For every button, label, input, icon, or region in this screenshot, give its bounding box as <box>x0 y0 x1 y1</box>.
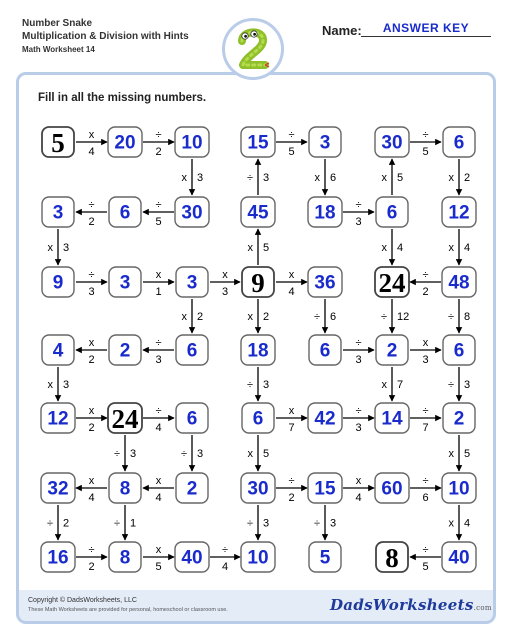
snake-cell[interactable] <box>309 542 341 572</box>
operator-symbol: ÷ <box>88 269 95 281</box>
operation-link-vertical <box>248 229 270 265</box>
snake-cell[interactable] <box>242 403 274 433</box>
operand-number: 2 <box>288 492 295 504</box>
operand-number: 3 <box>63 379 70 391</box>
snake-cell[interactable] <box>308 473 342 503</box>
operand-number: 4 <box>221 561 229 573</box>
snake-cell[interactable] <box>109 267 141 297</box>
operand-number: 3 <box>130 448 137 460</box>
given-number: 9 <box>251 268 265 298</box>
operator-symbol: x <box>448 448 454 460</box>
answer-number: 16 <box>47 547 69 569</box>
operator-symbol: ÷ <box>355 337 362 349</box>
snake-cell[interactable] <box>241 127 275 157</box>
operator-symbol: ÷ <box>288 129 295 141</box>
operator-symbol: x <box>288 269 295 281</box>
operator-symbol: ÷ <box>246 172 253 184</box>
operator-symbol: ÷ <box>355 199 362 211</box>
snake-cell[interactable] <box>109 335 141 365</box>
given-number: 5 <box>51 128 65 158</box>
operator-symbol: ÷ <box>246 379 253 391</box>
operator-symbol: x <box>47 379 53 391</box>
answer-number: 3 <box>186 272 198 294</box>
operation-link-vertical <box>247 505 269 540</box>
worksheet-subtitle: Multiplication & Division with Hints <box>22 31 189 42</box>
operation-link-vertical <box>48 229 70 265</box>
operand-number: 5 <box>422 146 429 158</box>
brand-name: DadsWorksheets <box>330 596 474 614</box>
answer-number: 6 <box>386 202 398 224</box>
operator-symbol: ÷ <box>113 517 120 530</box>
operand-number: 12 <box>397 311 410 323</box>
snake-cell[interactable] <box>176 335 208 365</box>
snake-cell[interactable] <box>376 197 408 227</box>
brand-logo <box>330 596 492 614</box>
operation-link-vertical <box>247 159 269 195</box>
operand-number: 3 <box>263 379 270 391</box>
answer-number: 10 <box>181 132 203 154</box>
operator-symbol: ÷ <box>88 544 95 556</box>
operation-link-horizontal <box>76 129 107 158</box>
operator-symbol: ÷ <box>422 269 429 281</box>
operand-number: 4 <box>88 492 95 504</box>
snake-number-2-icon <box>222 18 284 80</box>
answer-number: 20 <box>114 132 136 154</box>
operation-link-horizontal <box>143 269 174 298</box>
snake-cell[interactable] <box>308 403 342 433</box>
operation-link-vertical <box>314 505 336 540</box>
name-field[interactable]: ANSWER KEY <box>361 21 491 37</box>
operand-number: 6 <box>422 492 429 504</box>
usage-text: These Math Worksheets are provided for personal, homeschool or classroom use. <box>28 607 228 613</box>
operator-symbol: ÷ <box>422 475 429 487</box>
operation-link-vertical <box>382 159 404 195</box>
operator-symbol: ÷ <box>180 448 187 460</box>
answer-number: 9 <box>52 272 64 294</box>
answer-number: 6 <box>186 340 198 362</box>
operator-symbol: ÷ <box>113 448 120 460</box>
answer-number: 2 <box>386 340 398 362</box>
snake-cell[interactable] <box>443 127 475 157</box>
copyright-text: Copyright © DadsWorksheets, LLC <box>28 597 137 604</box>
operator-symbol: x <box>288 405 295 417</box>
answer-number: 14 <box>381 408 403 430</box>
operator-symbol: ÷ <box>155 129 162 141</box>
operand-number: 5 <box>263 448 270 460</box>
answer-number: 15 <box>247 132 269 154</box>
operator-symbol: x <box>314 172 320 184</box>
operation-link-vertical <box>449 505 471 540</box>
snake-cell[interactable] <box>175 127 209 157</box>
operand-number: 4 <box>155 422 162 434</box>
answer-number: 40 <box>181 547 203 569</box>
operation-link-horizontal <box>410 337 441 366</box>
operand-number: 3 <box>464 379 471 391</box>
operand-number: 5 <box>155 561 162 573</box>
operation-link-horizontal <box>76 337 107 366</box>
operator-symbol: x <box>88 405 95 417</box>
answer-number: 18 <box>314 202 336 224</box>
operation-link-vertical <box>247 367 269 401</box>
operand-number: 2 <box>88 354 95 366</box>
answer-number: 10 <box>247 547 269 569</box>
operand-number: 4 <box>464 517 471 530</box>
operand-number: 6 <box>330 311 337 323</box>
answer-number: 6 <box>319 340 331 362</box>
operator-symbol: ÷ <box>288 475 295 487</box>
operation-link-horizontal <box>410 269 441 298</box>
instruction-text: Fill in all the missing numbers. <box>38 92 207 104</box>
snake-cell[interactable] <box>109 197 141 227</box>
operand-number: 2 <box>422 286 429 298</box>
operand-number: 3 <box>263 517 270 530</box>
operand-number: 5 <box>155 216 162 228</box>
answer-number: 3 <box>119 272 131 294</box>
snake-cell[interactable] <box>42 267 74 297</box>
operator-symbol: ÷ <box>246 517 253 530</box>
operator-symbol: ÷ <box>88 199 95 211</box>
answer-number: 42 <box>314 408 336 430</box>
operator-symbol: x <box>247 242 253 254</box>
given-number: 24 <box>111 404 139 434</box>
answer-number: 3 <box>52 202 64 224</box>
operand-number: 2 <box>88 216 95 228</box>
snake-cell[interactable] <box>109 473 141 503</box>
operation-link-vertical <box>314 299 336 333</box>
operation-link-horizontal <box>210 544 240 573</box>
answer-number: 10 <box>448 478 470 500</box>
operand-number: 3 <box>155 354 162 366</box>
operator-symbol: ÷ <box>155 199 162 211</box>
snake-cell[interactable] <box>108 127 142 157</box>
snake-cell[interactable] <box>375 127 409 157</box>
operand-number: 7 <box>397 379 404 391</box>
answer-number: 12 <box>448 202 470 224</box>
operation-link-vertical <box>448 299 470 333</box>
operation-link-vertical <box>182 159 204 195</box>
snake-cell <box>375 267 409 298</box>
operation-link-horizontal <box>76 475 107 504</box>
operation-link-vertical <box>382 367 404 401</box>
operand-number: 5 <box>397 172 404 184</box>
operand-number: 2 <box>155 146 162 158</box>
operand-number: 4 <box>464 242 471 254</box>
operation-link-horizontal <box>343 405 374 434</box>
operation-link-horizontal <box>276 405 307 434</box>
answer-number: 48 <box>448 272 470 294</box>
given-number: 8 <box>385 543 399 573</box>
snake-cell[interactable] <box>241 335 275 365</box>
brand-suffix: .com <box>473 604 492 612</box>
snake-cell[interactable] <box>241 473 275 503</box>
operator-symbol: x <box>155 544 162 556</box>
operator-symbol: x <box>247 448 253 460</box>
operation-link-horizontal <box>76 269 107 298</box>
snake-cell[interactable] <box>241 197 275 227</box>
operation-link-vertical <box>381 299 409 333</box>
operator-symbol: ÷ <box>46 517 53 530</box>
snake-cell[interactable] <box>175 197 209 227</box>
operand-number: 5 <box>464 448 471 460</box>
answer-number: 15 <box>314 478 336 500</box>
operator-symbol: x <box>381 172 387 184</box>
answer-number: 6 <box>186 408 198 430</box>
snake-cell <box>242 267 274 298</box>
snake-cell <box>108 403 142 434</box>
answer-number: 2 <box>453 408 465 430</box>
operator-symbol: ÷ <box>422 544 429 556</box>
operand-number: 3 <box>355 422 362 434</box>
snake-cell[interactable] <box>109 542 141 572</box>
operand-number: 3 <box>197 172 204 184</box>
operator-symbol: x <box>155 475 162 487</box>
operand-number: 2 <box>263 311 270 323</box>
operation-link-vertical <box>248 299 270 333</box>
operator-symbol: x <box>448 242 454 254</box>
operator-symbol: ÷ <box>380 311 387 323</box>
snake-cell[interactable] <box>442 267 476 297</box>
operation-link-horizontal <box>143 337 174 366</box>
snake-cell[interactable] <box>42 335 74 365</box>
snake-cell[interactable] <box>176 267 208 297</box>
operation-link-horizontal <box>143 475 174 504</box>
answer-number: 60 <box>381 478 403 500</box>
operand-number: 6 <box>330 172 337 184</box>
answer-number: 5 <box>319 547 331 569</box>
operation-link-horizontal <box>76 405 107 434</box>
operation-link-vertical <box>448 367 470 401</box>
operator-symbol: x <box>155 269 162 281</box>
operation-link-horizontal <box>410 544 441 573</box>
snake-cell[interactable] <box>376 335 408 365</box>
answer-number: 6 <box>252 408 264 430</box>
answer-number: 32 <box>47 478 69 500</box>
operation-link-horizontal <box>143 199 174 228</box>
worksheet-number: Math Worksheet 14 <box>22 45 95 54</box>
operator-symbol: ÷ <box>155 405 162 417</box>
operation-link-vertical <box>114 435 136 471</box>
operation-link-horizontal <box>276 475 307 504</box>
snake-cell[interactable] <box>309 335 341 365</box>
operation-link-horizontal <box>343 337 374 366</box>
operand-number: 3 <box>263 172 270 184</box>
operand-number: 3 <box>355 354 362 366</box>
operation-link-horizontal <box>276 269 307 298</box>
answer-number: 45 <box>247 202 269 224</box>
snake-cell[interactable] <box>41 473 75 503</box>
snake-cell[interactable] <box>443 335 475 365</box>
operator-symbol: x <box>381 242 387 254</box>
operand-number: 4 <box>288 286 295 298</box>
operator-symbol: x <box>181 172 187 184</box>
operation-link-horizontal <box>143 544 174 573</box>
operation-link-horizontal <box>143 129 174 158</box>
operator-symbol: x <box>181 311 187 323</box>
answer-number: 30 <box>181 202 203 224</box>
snake-cell[interactable] <box>443 403 475 433</box>
answer-number: 2 <box>119 340 131 362</box>
operator-symbol: ÷ <box>447 311 454 323</box>
answer-number: 6 <box>453 132 465 154</box>
operator-symbol: x <box>88 129 95 141</box>
answer-number: 30 <box>247 478 269 500</box>
operand-number: 1 <box>130 517 137 530</box>
operation-link-vertical <box>114 505 136 540</box>
operand-number: 5 <box>422 561 429 573</box>
operation-link-horizontal <box>276 129 307 158</box>
operator-symbol: ÷ <box>447 379 454 391</box>
snake-cell[interactable] <box>42 197 74 227</box>
worksheet-title: Number Snake <box>22 18 93 29</box>
operator-symbol: x <box>88 337 95 349</box>
operand-number: 2 <box>88 422 95 434</box>
operand-number: 3 <box>221 286 229 298</box>
operand-number: 3 <box>422 354 429 366</box>
snake-cell[interactable] <box>309 127 341 157</box>
answer-number: 40 <box>448 547 470 569</box>
answer-number: 8 <box>119 478 131 500</box>
operation-link-horizontal <box>76 199 107 228</box>
operator-symbol: x <box>355 475 362 487</box>
snake-cell[interactable] <box>442 197 476 227</box>
operation-link-vertical <box>48 367 70 401</box>
snake-cell[interactable] <box>375 473 409 503</box>
operation-link-vertical <box>47 505 69 540</box>
operator-symbol: ÷ <box>422 129 429 141</box>
operator-symbol: ÷ <box>313 517 320 530</box>
operation-link-horizontal <box>410 475 441 504</box>
given-number: 24 <box>378 268 406 298</box>
operator-symbol: ÷ <box>422 405 429 417</box>
snake-cell[interactable] <box>176 403 208 433</box>
operator-symbol: x <box>422 337 429 349</box>
operation-link-horizontal <box>343 199 374 228</box>
operation-link-horizontal <box>76 544 107 573</box>
answer-number: 36 <box>314 272 336 294</box>
answer-number: 6 <box>119 202 131 224</box>
operator-symbol: x <box>88 475 95 487</box>
operator-symbol: ÷ <box>355 405 362 417</box>
operation-link-horizontal <box>143 405 174 434</box>
snake-cell[interactable] <box>175 542 209 572</box>
operation-link-vertical <box>181 435 203 471</box>
operand-number: 2 <box>63 517 70 530</box>
answer-number: 8 <box>119 547 131 569</box>
operand-number: 4 <box>155 492 162 504</box>
answer-number: 12 <box>47 408 69 430</box>
answer-number: 30 <box>381 132 403 154</box>
operation-link-vertical <box>449 229 471 265</box>
snake-cell[interactable] <box>176 473 208 503</box>
snake-cell[interactable] <box>375 403 409 433</box>
operator-symbol: ÷ <box>221 544 229 556</box>
operation-link-vertical <box>449 435 471 471</box>
operand-number: 4 <box>397 242 404 254</box>
snake-cell[interactable] <box>442 542 476 572</box>
operator-symbol: x <box>247 311 253 323</box>
operand-number: 8 <box>464 311 471 323</box>
operation-link-vertical <box>248 435 270 471</box>
operand-number: 2 <box>197 311 204 323</box>
operand-number: 7 <box>288 422 295 434</box>
snake-cell <box>376 542 408 573</box>
operation-link-horizontal <box>410 129 441 158</box>
operator-symbol: ÷ <box>313 311 320 323</box>
operand-number: 3 <box>63 242 70 254</box>
operation-link-horizontal <box>410 405 441 434</box>
operand-number: 3 <box>88 286 95 298</box>
operator-symbol: x <box>222 269 228 281</box>
operator-symbol: x <box>448 172 454 184</box>
operation-link-vertical <box>182 299 204 333</box>
operand-number: 7 <box>422 422 429 434</box>
operand-number: 4 <box>88 146 95 158</box>
operand-number: 3 <box>197 448 204 460</box>
operand-number: 3 <box>330 517 337 530</box>
snake-cell[interactable] <box>308 267 342 297</box>
snake-cell[interactable] <box>41 403 75 433</box>
operator-symbol: ÷ <box>155 337 162 349</box>
answer-number: 2 <box>186 478 198 500</box>
answer-number: 3 <box>319 132 331 154</box>
operation-link-vertical <box>315 159 337 195</box>
snake-cell <box>42 127 74 158</box>
operand-number: 5 <box>288 146 295 158</box>
operator-symbol: x <box>448 517 454 530</box>
operator-symbol: x <box>47 242 53 254</box>
operation-link-vertical <box>382 229 404 265</box>
operand-number: 4 <box>355 492 362 504</box>
snake-cell[interactable] <box>308 197 342 227</box>
operation-link-horizontal <box>343 475 374 504</box>
snake-cell[interactable] <box>41 542 75 572</box>
operand-number: 5 <box>263 242 270 254</box>
snake-cell[interactable] <box>442 473 476 503</box>
operation-link-vertical <box>449 159 471 195</box>
answer-number: 4 <box>52 340 64 362</box>
operation-link-horizontal <box>210 269 240 298</box>
operand-number: 1 <box>155 286 162 298</box>
operand-number: 2 <box>88 561 95 573</box>
operator-symbol: x <box>381 379 387 391</box>
answer-number: 18 <box>247 340 269 362</box>
name-label: Name: <box>322 23 362 38</box>
snake-cell[interactable] <box>241 542 275 572</box>
answer-number: 6 <box>453 340 465 362</box>
operand-number: 3 <box>355 216 362 228</box>
operand-number: 2 <box>464 172 471 184</box>
